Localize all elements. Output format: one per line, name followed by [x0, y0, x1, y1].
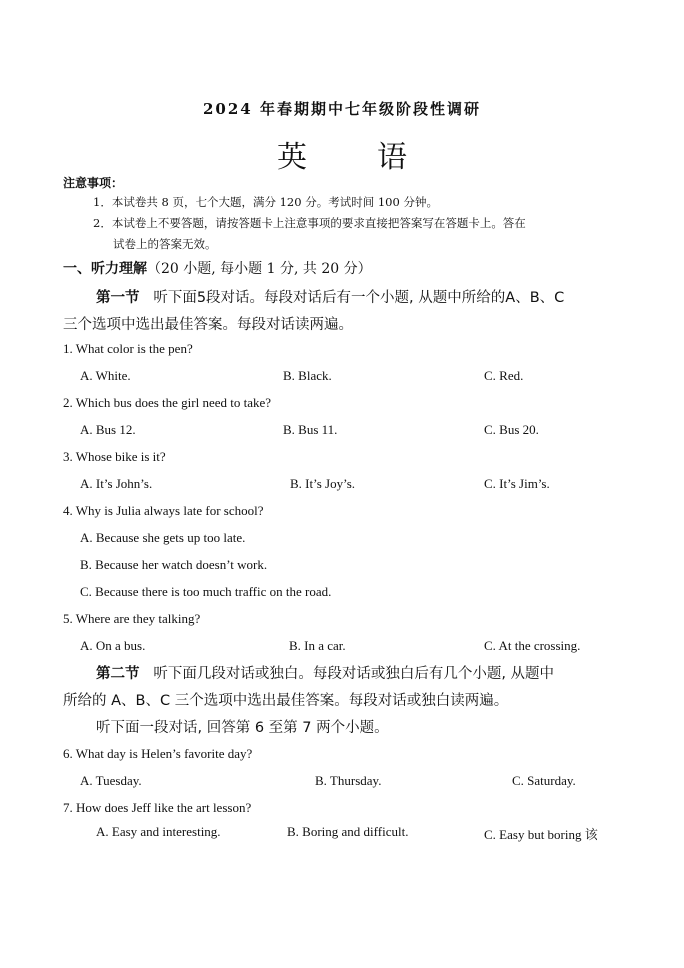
subject-char-1: 英 [277, 140, 307, 175]
part2-label: 第二节 [96, 666, 140, 682]
part2-instruction [96, 662, 554, 683]
part1-instruction-b: 三个选项中选出最佳答案。每段对话读两遍。 [63, 317, 353, 333]
question-5: 5. Where are they talking? [63, 611, 201, 626]
notes-heading: 注意事项： [63, 176, 124, 190]
q1-option-c: C. Red. [484, 368, 524, 383]
q7-option-b: B. Boring and difficult. [287, 824, 409, 839]
q4-option-a: A. Because she gets up too late. [80, 530, 246, 545]
part2-instruction-a: 听下面几段对话或独白。每段对话或独白后有几个小题, 从题中 [153, 666, 555, 682]
q5-option-b: B. In a car. [289, 638, 346, 653]
question-1: 1. What color is the pen? [63, 341, 193, 356]
subject-char-2: 语 [377, 140, 407, 175]
q3-option-b: B. It’s Joy’s. [290, 476, 356, 491]
note-item-2: 2．本试卷上不要答题，请按答题卡上注意事项的要求直接把答案写在答题卡上。答在 [93, 216, 526, 230]
q1-option-a: A. White. [80, 368, 131, 383]
q2-option-a: A. Bus 12. [80, 422, 136, 437]
part1-instruction-a: 听下面5段对话。每段对话后有一个小题, 从题中所给的A、B、C [153, 290, 565, 306]
q6-option-b: B. Thursday. [315, 773, 382, 788]
part2-instruction-b: 所给的 A、B、C 三个选项中选出最佳答案。每段对话或独白读两遍。 [63, 693, 509, 709]
part2-lead: 听下面一段对话, 回答第 6 至第 7 两个小题。 [96, 720, 389, 736]
q3-option-c: C. It’s Jim’s. [484, 476, 550, 491]
question-6: 6. What day is Helen’s favorite day? [63, 746, 253, 761]
question-2: 2. Which bus does the girl need to take? [63, 395, 272, 410]
note-item-1: 1．本试卷共 8 页，七个大题，满分 120 分。考试时间 100 分钟。 [93, 195, 438, 209]
exam-title: 2024 年春期期中七年级阶段性调研 [203, 100, 481, 118]
question-3: 3. Whose bike is it? [63, 449, 166, 464]
subject-title [0, 132, 684, 176]
q3-option-a: A. It’s John’s. [80, 476, 153, 491]
q2-option-b: B. Bus 11. [283, 422, 338, 437]
note-item-2-continued: 试卷上的答案无效。 [113, 237, 217, 251]
q4-option-b: B. Because her watch doesn’t work. [80, 557, 268, 572]
question-4: 4. Why is Julia always late for school? [63, 503, 264, 518]
section-heading-note: （20 小题, 每小题 1 分, 共 20 分） [147, 261, 372, 277]
q7-option-c: C. Easy but boring 该 [484, 827, 598, 842]
part1-label: 第一节 [96, 290, 140, 306]
q5-option-c: C. At the crossing. [484, 638, 581, 653]
q7-option-a: A. Easy and interesting. [96, 824, 221, 839]
part1-instruction [96, 286, 564, 307]
section-heading [63, 258, 372, 278]
q2-option-c: C. Bus 20. [484, 422, 539, 437]
section-heading-title: 一、听力理解 [63, 261, 147, 277]
q6-option-a: A. Tuesday. [80, 773, 142, 788]
question-7: 7. How does Jeff like the art lesson? [63, 800, 252, 815]
q4-option-c: C. Because there is too much traffic on the road. [80, 584, 332, 599]
q1-option-b: B. Black. [283, 368, 332, 383]
q5-option-a: A. On a bus. [80, 638, 146, 653]
q6-option-c: C. Saturday. [512, 773, 576, 788]
